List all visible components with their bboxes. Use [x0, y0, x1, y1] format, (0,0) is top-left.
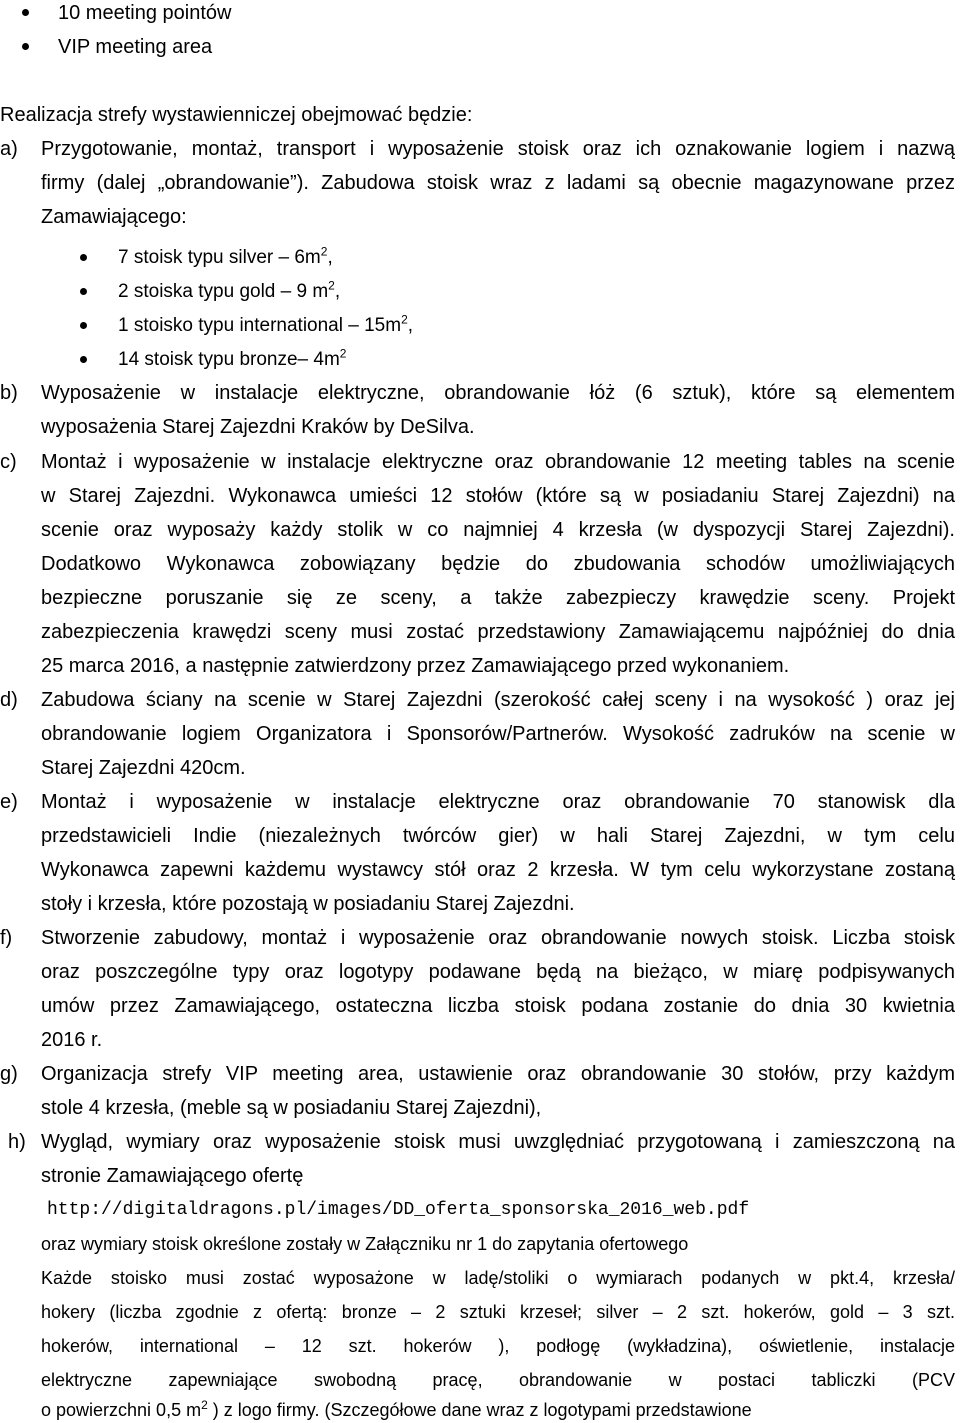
item-a-line: Zamawiającego:	[41, 206, 187, 228]
item-label: a)	[0, 138, 18, 160]
item-h-line: elektryczne zapewniające swobodną pracę, obrandowanie w postaci tabliczki (PCV	[41, 1370, 955, 1390]
item-e-line: Wykonawca zapewni każdemu wystawcy stół oraz 2 krzesła. W tym celu wykorzystane zostaną	[41, 859, 955, 881]
bullet-icon	[80, 356, 87, 363]
item-a-line: firmy (dalej „obrandowanie”). Zabudowa stoisk wraz z ladami są obecnie magazynowane przez	[41, 172, 955, 194]
item-h-line: o powierzchni 0,5 $m^2$ ) z logo firmy. (Szczegółowe dane wraz z logotypami przedstawione	[41, 1398, 752, 1420]
intro-paragraph: Realizacja strefy wystawienniczej obejmować będzie:	[0, 104, 473, 126]
item-c-line: bezpieczne poruszanie się ze sceny, a także zabezpieczy krawędzie sceny. Projekt	[41, 587, 955, 609]
item-label: f)	[0, 927, 13, 949]
item-a-line: Przygotowanie, montaż, transport i wyposażenie stoisk oraz ich oznakowanie logiem i nazwą	[41, 138, 955, 160]
item-e-line: przedstawicieli Indie (niezależnych twórców gier) w hali Starej Zajezdni, w tym celu	[41, 825, 955, 847]
item-c-line: zabezpieczenia krawędzi sceny musi zostać przedstawiony Zamawiającemu najpóźniej do dnia	[41, 621, 955, 643]
item-b-line: Wyposażenie w instalacje elektryczne, obrandowanie łóż (6 sztuk), które są elementem	[41, 382, 955, 404]
item-d-line: Starej Zajezdni 420cm.	[41, 757, 246, 779]
item-h-line: oraz wymiary stoisk określone zostały w Załączniku nr 1 do zapytania ofertowego	[41, 1234, 689, 1254]
bullet-icon	[80, 288, 87, 295]
item-b-line: wyposażenia Starej Zajezdni Kraków by DeSilva.	[41, 416, 475, 438]
item-c-line: w Starej Zajezdni. Wykonawca umieści 12 stołów (które są w posiadaniu Starej Zajezdni) na	[41, 485, 955, 507]
item-h-line: Każde stoisko musi zostać wyposażone w ladę/stoliki o wymiarach podanych w pkt.4, krzesła/	[41, 1268, 955, 1288]
stand-type-item: 7 stoisk typu silver – $6m^2$,	[118, 244, 333, 268]
item-e-line: Montaż i wyposażenie w instalacje elektryczne oraz obrandowanie 70 stanowisk dla	[41, 791, 955, 813]
bullet-icon	[80, 254, 87, 261]
bullet-icon	[22, 43, 29, 50]
item-h-line: Wygląd, wymiary oraz wyposażenie stoisk musi uwzględniać przygotowaną i zamieszczoną na	[41, 1131, 955, 1153]
item-label: h)	[8, 1131, 26, 1153]
stand-type-item: 14 stoisk typu bronze– $4m^2$	[118, 346, 347, 370]
bullet-icon	[80, 322, 87, 329]
item-h-line: stronie Zamawiającego ofertę	[41, 1165, 304, 1187]
item-d-line: obrandowanie logiem Organizatora i Sponsorów/Partnerów. Wysokość zadruków na scenie w	[41, 723, 955, 745]
item-c-line: scenie oraz wyposaży każdy stolik w co najmniej 4 krzesła (w dyspozycji Starej Zajezdni).	[41, 519, 955, 541]
stand-type-item: 2 stoiska typu gold – 9 $m^2$,	[118, 278, 341, 302]
item-label: e)	[0, 791, 18, 813]
offer-link[interactable]: http://digitaldragons.pl/images/DD_oferta_sponsorska_2016_web.pdf	[47, 1200, 750, 1220]
bullet-icon	[22, 9, 29, 16]
item-f-line: oraz poszczególne typy oraz logotypy podawane będą na bieżąco, w miarę podpisywanych	[41, 961, 955, 983]
item-h-line: hokerów, international – 12 szt. hokerów ), podłogę (wykładzina), oświetlenie, instalacje	[41, 1336, 955, 1356]
item-label: b)	[0, 382, 18, 404]
item-label: d)	[0, 689, 18, 711]
item-g-line: stole 4 krzesła, (meble są w posiadaniu Starej Zajezdni),	[41, 1097, 542, 1119]
item-e-line: stoły i krzesła, które pozostają w posiadaniu Starej Zajezdni.	[41, 893, 575, 915]
item-f-line: umów przez Zamawiającego, ostateczna liczba stoisk podana zostanie do dnia 30 kwietnia	[41, 995, 955, 1017]
item-f-line: 2016 r.	[41, 1029, 103, 1051]
item-f-line: Stworzenie zabudowy, montaż i wyposażenie oraz obrandowanie nowych stoisk. Liczba stoisk	[41, 927, 955, 949]
item-d-line: Zabudowa ściany na scenie w Starej Zajezdni (szerokość całej sceny i na wysokość ) oraz jej	[41, 689, 955, 711]
item-c-line: 25 marca 2016, a następnie zatwierdzony przez Zamawiającego przed wykonaniem.	[41, 655, 790, 677]
bullet-item: 10 meeting pointów	[58, 2, 232, 24]
bullet-item: VIP meeting area	[58, 36, 213, 58]
item-g-line: Organizacja strefy VIP meeting area, ustawienie oraz obrandowanie 30 stołów, przy każdym	[41, 1063, 955, 1085]
item-c-line: Dodatkowo Wykonawca zobowiązany będzie do zbudowania schodów umożliwiających	[41, 553, 955, 575]
stand-type-item: 1 stoisko typu international – $15m^2$,	[118, 312, 414, 336]
item-h-line: hokery (liczba zgodnie z ofertą: bronze – 2 sztuki krzeseł; silver – 2 szt. hokerów, gold – 3 szt.	[41, 1302, 955, 1322]
item-c-line: Montaż i wyposażenie w instalacje elektryczne oraz obrandowanie 12 meeting tables na scenie	[41, 451, 955, 473]
item-label: g)	[0, 1063, 18, 1085]
item-label: c)	[0, 451, 17, 473]
